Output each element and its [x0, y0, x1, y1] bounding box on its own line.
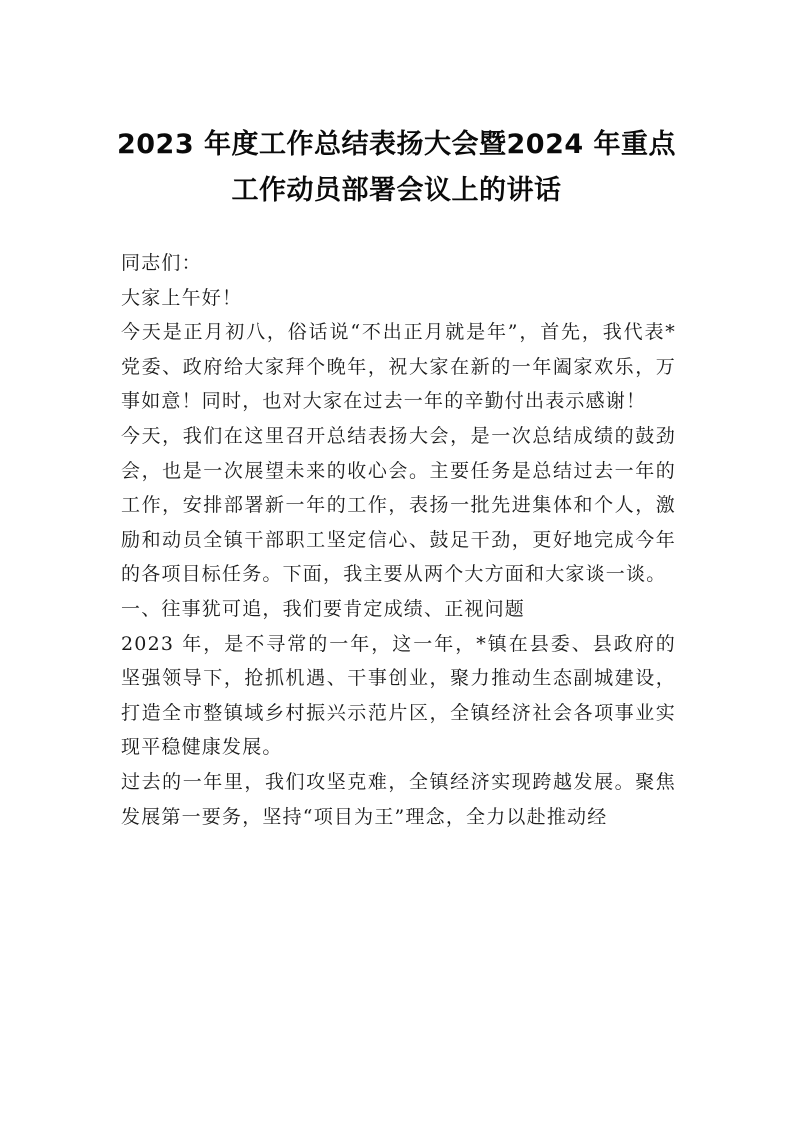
document-body: [121, 246, 676, 834]
paragraph-purpose: 今天，我们在这里召开总结表扬大会，是一次总结成绩的鼓劲会，也是一次展望未来的收心会。主要任务是总结过去一年的工作，安排部署新一年的工作，表扬一批先进集体和个人，激励和动员全镇干部职工坚定信心、鼓足干劲，更好地完成今年的各项目标任务。下面，我主要从两个大方面和大家谈一谈。: [121, 424, 676, 586]
paragraph-opening: 今天是正月初八，俗话说“不出正月就是年”，首先，我代表*党委、政府给大家拜个晚年，祝大家在新的一年阖家欢乐，万事如意！同时，也对大家在过去一年的辛勤付出表示感谢！: [121, 321, 676, 413]
title-line-1: 2023 年度工作总结表扬大会暨2024 年重点: [116, 129, 677, 160]
paragraph-2023-summary: 2023 年，是不寻常的一年，这一年，*镇在县委、县政府的坚强领导下，抢抓机遇、干事创业，聚力推动生态副城建设，打造全市整镇域乡村振兴示范片区，全镇经济社会各项事业实现平稳健康发展。: [121, 632, 676, 759]
section-heading-1: 一、往事犹可追，我们要肯定成绩、正视问题: [121, 597, 526, 620]
title-line-2: 工作动员部署会议上的讲话: [231, 175, 562, 206]
document-title: [100, 122, 693, 214]
salutation: 同志们：: [121, 252, 202, 274]
greeting: 大家上午好！: [121, 286, 243, 309]
paragraph-economy: 过去的一年里，我们攻坚克难，全镇经济实现跨越发展。聚焦发展第一要务，坚持“项目为王”理念，全力以赴推动经: [121, 770, 676, 828]
